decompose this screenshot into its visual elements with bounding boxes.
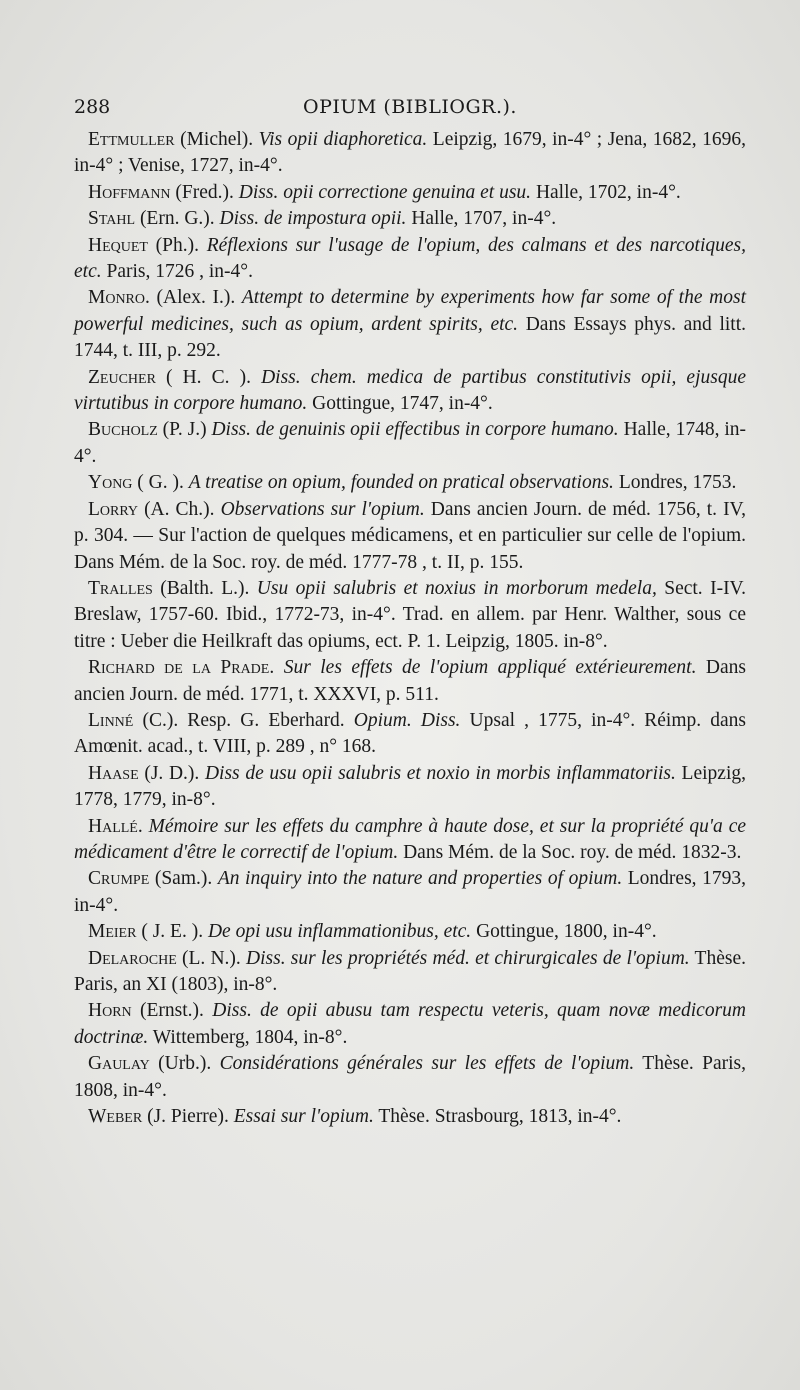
entry-details: (Ph.).	[147, 234, 207, 256]
page-number: 288	[74, 96, 111, 118]
entry-details: (Ernst.).	[131, 1000, 213, 1022]
entry-publication: Leipzig, 1679, in-4° ; Jena, 1682, 1696, in-4° ; Venise, 1727, in-4°.	[74, 129, 746, 177]
entry-details: ( J. E. ).	[136, 921, 208, 943]
entry-publication: Sect. I-IV. Breslaw, 1757-60. Ibid., 1772-73, in-4°. Trad. en allem. par Henr. Walther, sous ce titre : Ueber die Heilkraft das opiums, ect. P. 1. Leipzig, 1805. in-8°.	[74, 577, 747, 652]
entry-publication: Halle, 1707, in-4°.	[406, 208, 557, 230]
entry-details: (A. Ch.).	[138, 498, 221, 520]
bibliography-entry	[74, 761, 746, 814]
bibliography-entry	[74, 998, 746, 1051]
entry-title: Sur les effets de l'opium appliqué extérieurement.	[283, 657, 697, 679]
entry-publication: Dans Mém. de la Soc. roy. de méd. 1832-3.	[398, 841, 742, 863]
entry-author: Hoffmann	[88, 181, 171, 203]
entry-publication: Dans Essays phys. and litt. 1744, t. III, p. 292.	[74, 313, 746, 362]
bibliography-entry	[74, 576, 746, 655]
entry-publication: Halle, 1748, in-4°.	[74, 419, 746, 467]
entry-details: . (Alex. I.).	[145, 287, 242, 309]
entry-title: An inquiry into the nature and properties of opium.	[217, 868, 623, 890]
bibliography-entry	[74, 1104, 746, 1130]
entry-title: Considérations générales sur les effets de l'opium.	[219, 1053, 635, 1075]
entry-title: Attempt to determine by experiments how far some of the most powerful medicines, such as opium, ardent spirits, etc.	[74, 287, 746, 335]
entry-details: (Ern. G.).	[135, 208, 220, 230]
entry-publication: Thèse. Strasbourg, 1813, in-4°.	[373, 1106, 622, 1128]
entry-author: Meier	[88, 921, 137, 943]
entry-details: (Sam.).	[149, 868, 218, 890]
entry-publication: Paris, 1726 , in-4°.	[101, 261, 253, 283]
entry-publication: Halle, 1702, in-4°.	[531, 181, 681, 203]
entry-title: Opium. Diss.	[353, 709, 461, 731]
entry-publication: Londres, 1793, in-4°.	[74, 868, 746, 916]
entry-title: Diss. de genuinis opii effectibus in corpore humano.	[211, 419, 619, 441]
entry-publication: Thèse. Paris, 1808, in-4°.	[74, 1053, 746, 1101]
entry-publication: Leipzig, 1778, 1779, in-8°.	[74, 762, 746, 811]
entry-publication: Dans ancien Journ. de méd. 1756, t. IV, p. 304. — Sur l'action de quelques médicamens, et en particulier sur celle de l'opium. Dans Mém. de la Soc. roy. de méd. 1777-78 , t. II, p. 155.	[74, 498, 747, 573]
entry-author: Stahl	[88, 208, 136, 230]
entry-title: Essai sur l'opium.	[233, 1106, 374, 1128]
entry-title: Diss. de opii abusu tam respectu veteris, quam novæ medicorum doctrinæ.	[74, 1000, 746, 1048]
entry-author: Gaulay	[88, 1053, 150, 1075]
entry-author: Hallé	[88, 815, 138, 837]
entry-publication: Thèse. Paris, an XI (1803), in-8°.	[74, 947, 746, 995]
entry-publication: Gottingue, 1800, in-4°.	[471, 921, 657, 943]
bibliography-entry	[74, 365, 746, 418]
entry-details: (L. N.).	[176, 947, 247, 969]
entry-author: Tralles	[88, 577, 153, 599]
entry-details: (Fred.).	[170, 181, 239, 203]
bibliography-entry	[74, 417, 746, 470]
entry-publication: Dans ancien Journ. de méd. 1771, t. XXXVI, p. 511.	[74, 657, 747, 705]
bibliography-entry	[74, 180, 746, 206]
page-header	[74, 96, 746, 126]
entry-title: Diss. de impostura opii.	[219, 208, 407, 230]
entry-title: Diss. chem. medica de partibus constitutivis opii, ejusque virtutibus in corpore humano.	[74, 366, 746, 415]
entry-details: (P. J.)	[157, 419, 212, 441]
entry-author: Ettmuller	[88, 129, 175, 150]
entry-title: Réflexions sur l'usage de l'opium, des calmans et des narcotiques, etc.	[74, 234, 746, 283]
running-head: OPIUM (BIBLIOGR.).	[303, 96, 517, 118]
bibliography-entry	[74, 497, 746, 576]
entry-author: Monro	[88, 287, 146, 309]
entry-details: .	[269, 657, 284, 679]
bibliography-entry	[74, 866, 746, 919]
entry-author: Lorry	[88, 498, 139, 520]
entry-author: Hequet	[88, 234, 148, 256]
entry-details: .	[137, 815, 149, 837]
bibliography-entry	[74, 470, 746, 496]
entry-author: Bucholz	[88, 419, 158, 441]
entry-title: Diss. opii correctione genuina et usu.	[238, 181, 532, 203]
entry-title: A treatise on opium, founded on pratical observations.	[188, 472, 614, 494]
entry-author: Weber	[88, 1106, 143, 1128]
bibliography-entry	[74, 814, 746, 867]
bibliography-entry	[74, 233, 746, 286]
bibliography-entry	[74, 206, 746, 232]
entry-publication: Upsal , 1775, in-4°. Réimp. dans Amœnit. acad., t. VIII, p. 289 , n° 168.	[74, 709, 746, 758]
entry-author: Yong	[88, 472, 133, 494]
entry-title: Observations sur l'opium.	[220, 498, 425, 520]
entry-details: (Balth. L.).	[152, 577, 257, 599]
entry-details: (J. D.).	[138, 762, 205, 784]
bibliography-entry	[74, 655, 746, 708]
entry-author: Haase	[88, 762, 139, 784]
entry-details: (Urb.).	[149, 1053, 220, 1075]
bibliography-entry	[74, 708, 746, 761]
entry-details: (J. Pierre).	[142, 1106, 234, 1128]
entry-publication: Wittemberg, 1804, in-8°.	[148, 1026, 348, 1048]
entry-author: Linné	[88, 709, 134, 731]
bibliography-entry	[74, 919, 746, 945]
entry-publication: Gottingue, 1747, in-4°.	[307, 393, 493, 415]
entry-publication: Londres, 1753.	[613, 472, 737, 494]
bibliography-list	[74, 127, 746, 1130]
entry-title: Mémoire sur les effets du camphre à haute dose, et sur la propriété qu'a ce médicament d'être le correctif de l'opium.	[74, 815, 747, 863]
entry-author: Richard de la Prade	[88, 657, 270, 679]
entry-details: (C.). Resp. G. Eberhard.	[133, 709, 354, 731]
entry-details: ( G. ).	[132, 472, 189, 494]
entry-author: Zeucher	[88, 366, 156, 388]
entry-author: Delaroche	[88, 947, 177, 969]
entry-author: Horn	[88, 1000, 132, 1022]
entry-title: Vis opii diaphoretica.	[258, 129, 428, 150]
bibliography-entry	[74, 127, 746, 180]
entry-title: Diss de usu opii salubris et noxio in morbis inflammatoriis.	[204, 762, 676, 784]
entry-author: Crumpe	[88, 868, 150, 890]
entry-title: Usu opii salubris et noxius in morborum medela,	[256, 577, 657, 599]
entry-title: De opi usu inflammationibus, etc.	[207, 921, 472, 943]
entry-details: (Michel).	[174, 129, 259, 150]
bibliography-entry	[74, 946, 746, 999]
bibliography-entry	[74, 285, 746, 364]
bibliography-entry	[74, 1051, 746, 1104]
entry-details: ( H. C. ).	[155, 366, 262, 388]
entry-title: Diss. sur les propriétés méd. et chirurgicales de l'opium.	[246, 947, 690, 969]
